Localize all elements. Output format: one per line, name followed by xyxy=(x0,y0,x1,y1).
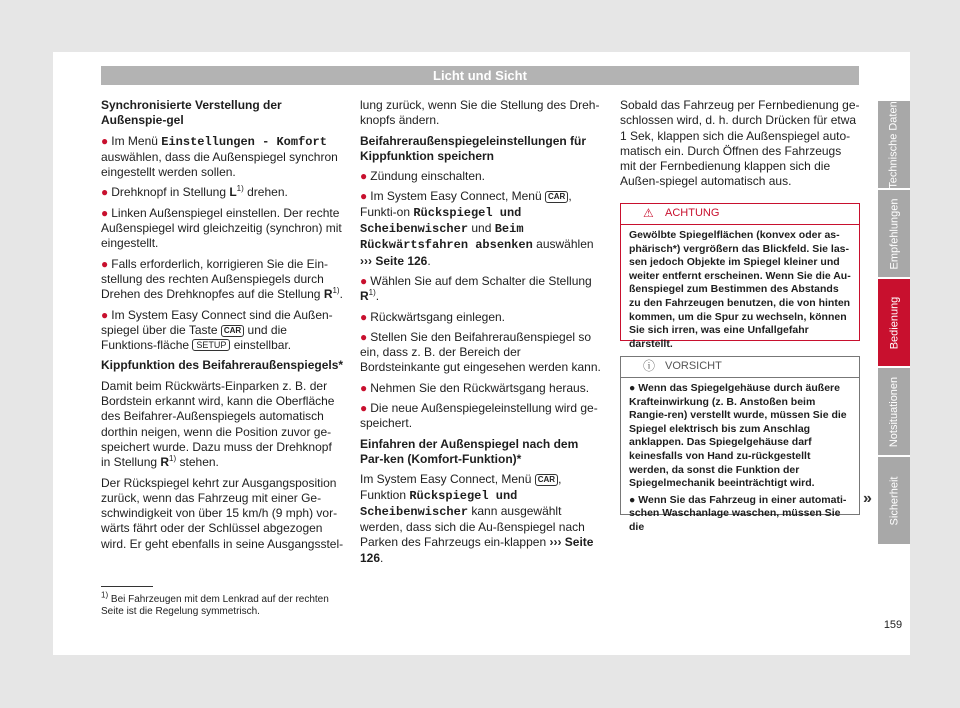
column-1 xyxy=(101,98,344,557)
caution-header: ⓘ VORSICHT xyxy=(621,357,859,378)
paragraph: Sobald das Fahrzeug per Fernbedienung ge-schlossen wird, d. h. durch Drücken für etwa 1 Sek, klappen sich die Außenspiegel auto-matisch ein. Durch Öffnen des Fahrzeugs mit der Fernbedienung klappen sich die Außen-spiegel automatisch aus. xyxy=(620,98,860,189)
section-header: Licht und Sicht xyxy=(101,66,859,85)
heading-einfahren: Einfahren der Außenspiegel nach dem Par-ken (Komfort-Funktion)* xyxy=(360,436,579,466)
list-item: ● Falls erforderlich, korrigieren Sie die Ein-stellung des rechten Außenspiegels durch Drehen des Drehknopfes auf die Stellung $R^{1)}$. xyxy=(101,256,343,302)
heading-kippfunktion: Kippfunktion des Beifahreraußenspiegels* xyxy=(101,358,344,373)
bullet-icon: ● xyxy=(101,185,109,200)
bullet-icon: ● xyxy=(360,273,368,288)
bullet-icon: ● xyxy=(629,493,639,506)
caution-body xyxy=(621,378,859,542)
list-item: ● Zündung einschalten. xyxy=(360,169,485,184)
bullet-icon: ● xyxy=(360,329,368,344)
list-item: ● Die neue Außenspiegeleinstellung wird ge-speichert. xyxy=(360,401,598,431)
tab-technische-daten[interactable]: Technische Daten xyxy=(878,101,910,188)
continue-icon: » xyxy=(863,490,872,507)
column-2 xyxy=(360,98,604,571)
bullet-icon: ● xyxy=(360,189,368,204)
list-item: ● Wenn Sie das Fahrzeug in einer automati-schen Waschanlage waschen, müssen Sie die xyxy=(629,493,847,533)
bullet-icon: ● xyxy=(101,307,109,322)
bullet-icon: ● xyxy=(360,401,368,416)
bullet-icon: ● xyxy=(360,309,368,324)
list-item: ● Stellen Sie den Beifahreraußenspiegel so ein, dass z. B. der Bereich der Bordsteinkante gut eingesehen werden kann. xyxy=(360,329,601,375)
heading-synchron: Synchronisierte Verstellung der Außenspie-gel xyxy=(101,98,282,128)
bullet-icon: ● xyxy=(101,256,109,271)
bullet-icon: ● xyxy=(360,380,368,395)
list-item: ● Im System Easy Connect, Menü CAR , Funkti-on Rückspiegel und Scheibenwischer und Beim Rückwärtsfahren absenken auswählen ››› Seite 126. xyxy=(360,189,594,268)
list-item: ● Im System Easy Connect sind die Außen-spiegel über die Taste CAR und die Funktions-fläche SETUP einstellbar. xyxy=(101,307,333,353)
bullet-icon: ● xyxy=(101,133,109,148)
warning-box xyxy=(620,203,860,350)
tab-sicherheit[interactable]: Sicherheit xyxy=(878,457,910,544)
car-key-icon: CAR xyxy=(535,474,558,486)
chapter-tabs xyxy=(878,101,910,546)
bullet-icon: ● xyxy=(629,382,639,394)
warning-body: Gewölbte Spiegelflächen (konvex oder as-phärisch*) vergrößern das Blickfeld. Sie las-sen jedoch Objekte im Spiegel kleiner und weiter entfernt erscheinen. Wenn Sie die Au-ßenspiegel zum Bestimmen des Abstands zu den Fahrzeugen benutzen, die von hinten kommen, um die Spur zu wechseln, können Sie sich irren, was eine Unfallgefahr darstellt. xyxy=(629,229,851,350)
tab-notsituationen[interactable]: Notsituationen xyxy=(878,368,910,455)
footnote-divider xyxy=(101,586,153,587)
setup-key-icon: SETUP xyxy=(192,339,230,351)
list-item: ● Linken Außenspiegel einstellen. Der rechte Außenspiegel wird gleichzeitig (synchron) mit eingestellt. xyxy=(101,205,342,251)
car-key-icon: CAR xyxy=(221,325,244,337)
car-key-icon: CAR xyxy=(545,191,568,203)
warning-header: ⚠ ACHTUNG xyxy=(621,204,859,225)
list-item: ● Rückwärtsgang einlegen. xyxy=(360,309,505,324)
bullet-icon: ● xyxy=(101,205,109,220)
list-item: ● Wenn das Spiegelgehäuse durch äußere Krafteinwirkung (z. B. Anstoßen beim Rangie-ren) verstellt wurde, müssen Sie die Spiegel elektrisch bis zum Anschlag anklappen. Das Spiegelgehäuse darf keinesfalls von Hand zu-rückgestellt werden, da sonst die Funktion der Spiegelmechanik beeinträchtigt wird. xyxy=(629,382,847,490)
paragraph: Damit beim Rückwärts-Einparken z. B. der Bordstein erkannt wird, kann die Oberfläche des Beifahrer-Außenspiegels automatisch dorthin neigen, wenn die Position zuvor ge-speichert wurde. Dazu muss der Drehknopf in Stellung $R^{1)}$ stehen. xyxy=(101,378,335,470)
list-item: ● Wählen Sie auf dem Schalter die Stellung $R^{1)}$. xyxy=(360,273,592,304)
paragraph: lung zurück, wenn Sie die Stellung des Dreh-knopfs ändern. xyxy=(360,98,600,128)
warning-triangle-icon: ⚠ xyxy=(643,206,654,220)
paragraph: Der Rückspiegel kehrt zur Ausgangsposition zurück, wenn das Fahrzeug mit einer Ge-schwindigkeit von über 15 km/h (9 mph) vor-wärts fährt oder der Schlüssel abgezogen wird. Er geht ebenfalls in seine Ausgangsstel- xyxy=(101,475,344,551)
page-reference-link[interactable]: ››› Seite 126 xyxy=(360,253,428,268)
page-reference-link[interactable]: ››› Seite 126 xyxy=(360,535,594,565)
list-item: ● Im Menü Einstellungen - Komfort auswählen, dass die Außenspiegel synchron eingestellt werden sollen. xyxy=(101,133,338,180)
bullet-icon: ● xyxy=(360,169,368,184)
tab-empfehlungen[interactable]: Empfehlungen xyxy=(878,190,910,277)
list-item: ● Nehmen Sie den Rückwärtsgang heraus. xyxy=(360,380,590,395)
tab-bedienung[interactable]: Bedienung xyxy=(878,279,910,366)
heading-speichern: Beifahreraußenspiegeleinstellungen für Kippfunktion speichern xyxy=(360,133,587,163)
page-number: 159 xyxy=(883,619,903,631)
footnote: $^{1)}$ Bei Fahrzeugen mit dem Lenkrad auf der rechten Seite ist die Regelung symmetrisch. xyxy=(101,590,329,617)
column-3 xyxy=(620,98,860,195)
caution-box xyxy=(620,356,860,533)
info-circle-icon: ⓘ xyxy=(643,359,656,373)
paragraph: Im System Easy Connect, Menü CAR , Funktion Rückspiegel und Scheibenwischer kann ausgewählt werden, dass sich die Au-ßenspiegel nach Parken des Fahrzeugs ein-klappen ››› Seite 126. xyxy=(360,472,594,565)
list-item: ● Drehknopf in Stellung $L^{1)}$ drehen. xyxy=(101,184,288,200)
